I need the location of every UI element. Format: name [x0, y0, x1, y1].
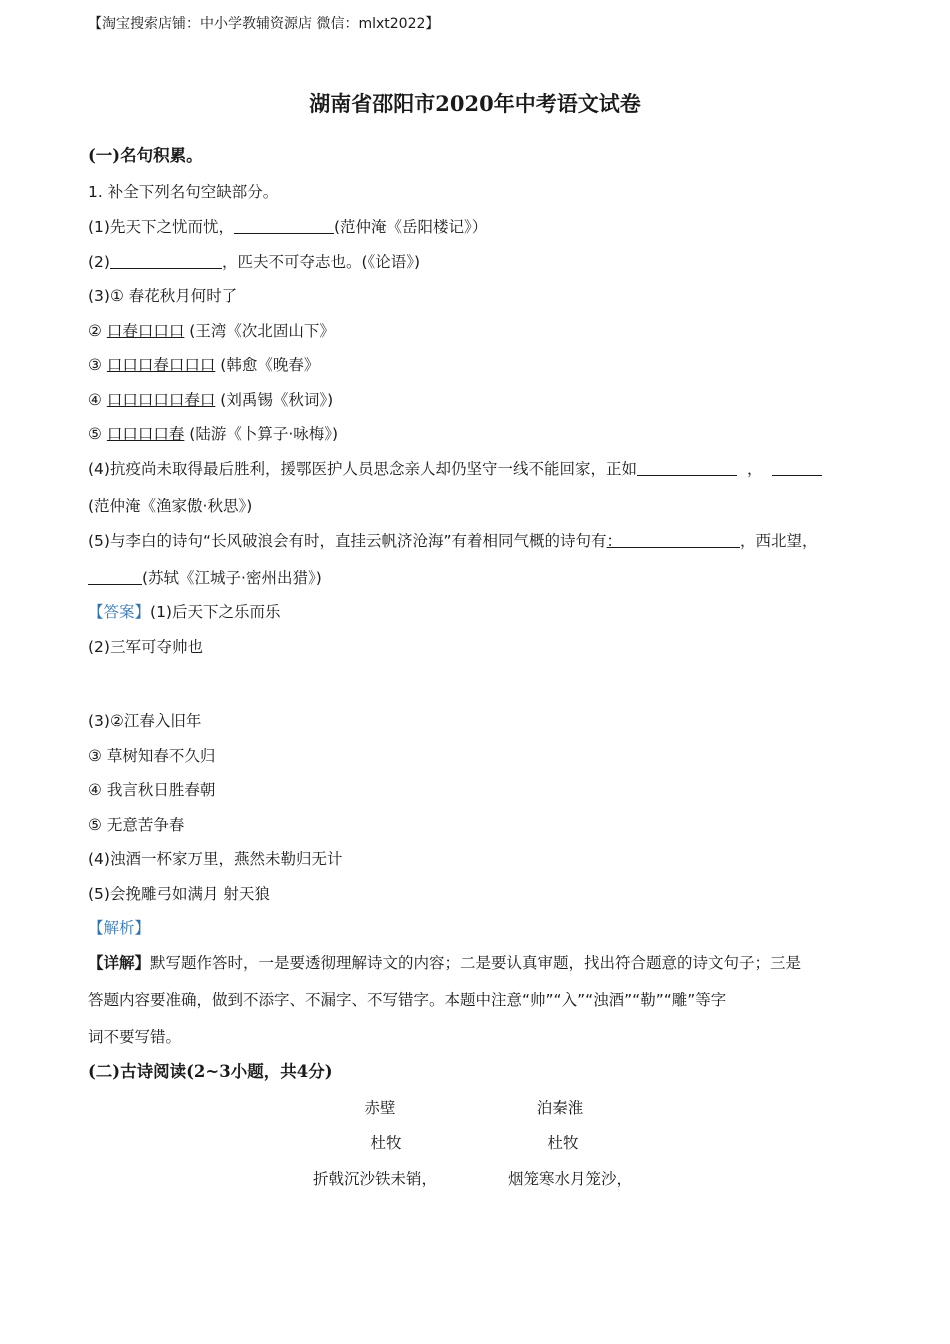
q1-4-text: (4)抗疫尚未取得最后胜利，援鄂医护人员思念亲人却仍坚守一线不能回家，正如 — [88, 460, 637, 478]
answer-text: (1)后天下之乐而乐 — [150, 603, 281, 621]
question-1-4-source: (范仲淹《渔家傲·秋思》) — [88, 497, 253, 515]
question-1-4 — [88, 459, 822, 479]
analysis-line-3: 词不要写错。 — [88, 1028, 182, 1046]
q1-5-source: (苏轼《江城子·密州出猎》) — [142, 569, 322, 587]
question-1-3-4 — [88, 390, 333, 410]
q1-2-number: (2) — [88, 253, 110, 271]
source-citation: (陆游《卜算子·咏梅》) — [189, 425, 339, 443]
answer-3-3: ③ 草树知春不久归 — [88, 747, 216, 765]
answer-1 — [88, 602, 280, 622]
answer-3-4: ④ 我言秋日胜春朝 — [88, 781, 216, 799]
question-1-3: (3)① 春花秋月何时了 — [88, 287, 238, 305]
answer-5: (5)会挽雕弓如满月 射天狼 — [88, 885, 270, 903]
answer-tag: 【答案】 — [88, 603, 151, 621]
answer-2: (2)三军可夺帅也 — [88, 638, 203, 656]
q1-1-text: (1)先天下之忧而忧， — [88, 218, 234, 236]
section-1-heading: (一)名句积累。 — [88, 146, 203, 165]
masked-line: 口口口口春 — [106, 425, 185, 443]
detail-tag: 【详解】 — [88, 954, 151, 972]
answer-blank — [88, 569, 142, 585]
question-1-3-3 — [88, 355, 319, 375]
poem-2-author: 杜牧 — [547, 1134, 579, 1152]
poem-1-title: 赤壁 — [364, 1099, 396, 1117]
section-2-heading: (二)古诗阅读(2~3小题，共4分) — [88, 1062, 333, 1081]
source-citation: (刘禹锡《秋词》) — [220, 391, 334, 409]
question-1-3-2 — [88, 321, 335, 341]
colon: ： — [606, 532, 623, 550]
item-number: ③ — [88, 356, 102, 374]
source-citation: (韩愈《晚春》 — [220, 356, 320, 374]
source-citation: (王湾《次北固山下》 — [189, 322, 335, 340]
question-1-5 — [88, 531, 818, 551]
question-1-3-5 — [88, 424, 338, 444]
item-number: ⑤ — [88, 425, 102, 443]
analysis-text: 默写题作答时，一是要透彻理解诗文的内容；二是要认真审题，找出符合题意的诗文句子；三是 — [150, 954, 802, 972]
answer-3: (3)②江春入旧年 — [88, 712, 202, 730]
masked-line: 口口口口口春口 — [106, 391, 216, 409]
poem-2-title: 泊秦淮 — [536, 1099, 584, 1117]
analysis-tag: 【解析】 — [88, 919, 151, 937]
q1-2-text: ，匹夫不可夺志也。(《论语》) — [221, 253, 421, 271]
answer-blank — [234, 218, 334, 234]
answer-4: (4)浊酒一杯家万里，燕然未勒归无计 — [88, 850, 343, 868]
item-number: ② — [88, 322, 102, 340]
answer-blank — [637, 460, 737, 476]
masked-line: 口春口口口 — [106, 322, 185, 340]
item-number: ④ — [88, 391, 102, 409]
q1-1-source: (范仲淹《岳阳楼记》） — [333, 218, 488, 236]
answer-blank — [772, 460, 822, 476]
comma: ， — [746, 460, 763, 478]
poem-2-line-1: 烟笼寒水月笼沙， — [507, 1170, 632, 1188]
q1-5-text: (5)与李白的诗句“长风破浪会有时，直挂云帆济沧海”有着相同气概的诗句有 — [88, 532, 607, 550]
question-1-5-line2 — [88, 568, 322, 588]
masked-line: 口口口春口口口 — [106, 356, 216, 374]
question-1-2 — [88, 252, 420, 272]
poem-1-author: 杜牧 — [370, 1134, 402, 1152]
page-title: 湖南省邵阳市2020年中考语文试卷 — [309, 91, 641, 116]
q1-5-text-2: ，西北望， — [740, 532, 818, 550]
question-1-stem: 1. 补全下列名句空缺部分。 — [88, 183, 279, 201]
analysis-line-2: 答题内容要准确，做到不添字、不漏字、不写错字。本题中注意“帅”“入”“浊酒”“勒”“雕”等字 — [88, 991, 727, 1009]
answer-3-5: ⑤ 无意苦争春 — [88, 816, 185, 834]
answer-blank — [622, 532, 740, 548]
poem-1-line-1: 折戟沉沙铁未销， — [312, 1170, 437, 1188]
answer-blank — [110, 253, 222, 269]
page-header: 【淘宝搜索店铺：中小学教辅资源店 微信：mlxt2022】 — [88, 16, 440, 32]
question-1-1 — [88, 217, 487, 237]
analysis-line-1 — [88, 953, 801, 973]
